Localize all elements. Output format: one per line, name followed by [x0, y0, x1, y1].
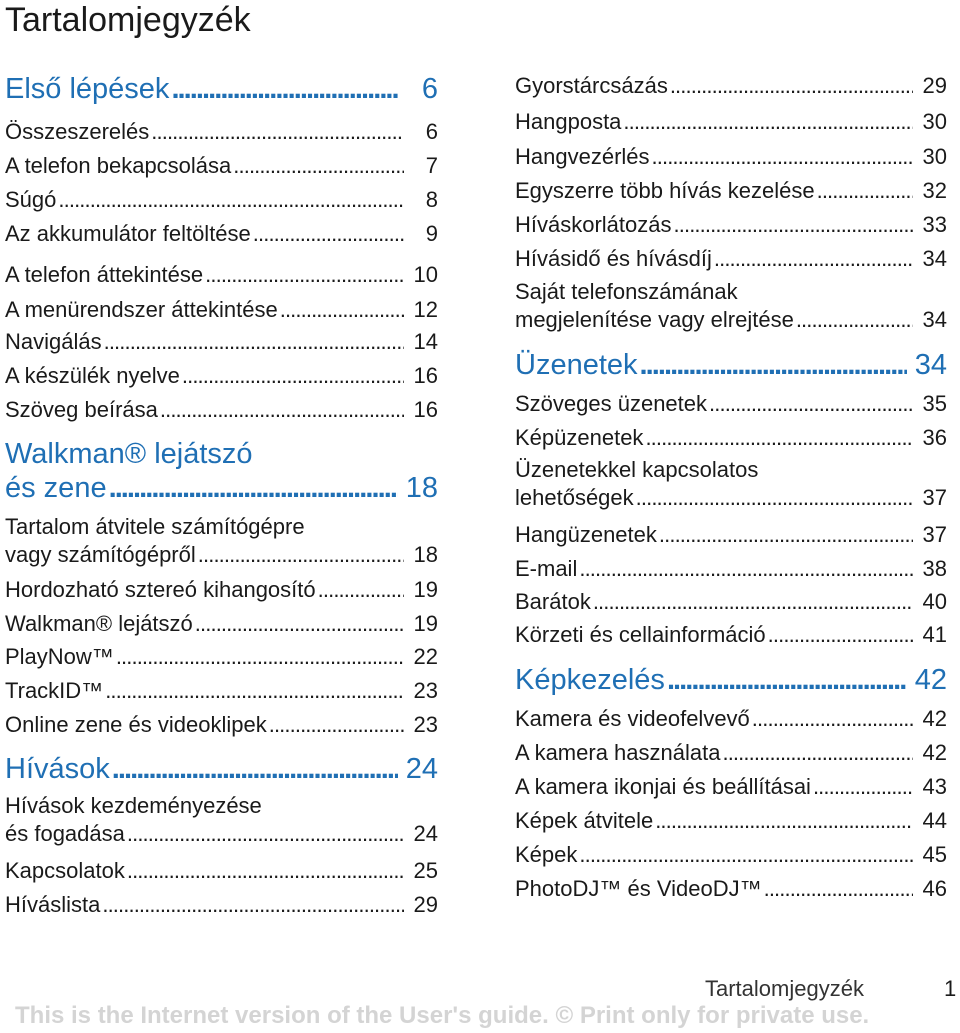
toc-entry[interactable] — [515, 773, 947, 801]
toc-entry[interactable] — [515, 875, 947, 903]
dot-leader — [817, 177, 913, 205]
toc-entry-page-number: 18 — [413, 542, 438, 567]
toc-entry[interactable] — [515, 739, 947, 767]
toc-entry[interactable] — [5, 328, 438, 356]
toc-entry-page-number: 42 — [922, 740, 947, 765]
dot-leader — [195, 610, 404, 638]
dot-leader — [253, 220, 404, 248]
toc-entry[interactable] — [515, 211, 947, 239]
toc-entry[interactable] — [515, 278, 947, 334]
toc-entry-page-number: 18 — [405, 472, 438, 504]
toc-entry-row — [5, 72, 438, 106]
toc-entry-row — [5, 857, 438, 885]
toc-entry-title: Hangüzenetek — [515, 522, 657, 547]
toc-entry[interactable] — [5, 152, 438, 180]
toc-entry-row — [515, 390, 947, 418]
dot-leader — [104, 328, 404, 356]
toc-entry-title: és fogadása — [5, 821, 125, 846]
toc-entry-page-number: 43 — [922, 774, 947, 799]
dot-leader — [151, 118, 404, 146]
dot-leader — [593, 588, 913, 616]
toc-entry-title: Kapcsolatok — [5, 858, 125, 883]
toc-entry-row — [5, 576, 438, 604]
toc-entry-row — [5, 752, 438, 786]
toc-entry-row — [5, 891, 438, 919]
toc-entry[interactable] — [5, 891, 438, 919]
toc-entry-page-number: 30 — [922, 144, 947, 169]
toc-entry[interactable] — [5, 610, 438, 638]
toc-entry[interactable] — [515, 705, 947, 733]
toc-entry-row — [515, 773, 947, 801]
toc-entry-page-number: 19 — [413, 577, 438, 602]
toc-entry-title: Egyszerre több hívás kezelése — [515, 178, 815, 203]
toc-entry-title: Hívások — [5, 753, 110, 785]
toc-entry-row — [515, 621, 947, 649]
toc-entry-page-number: 34 — [922, 307, 947, 332]
toc-entry-row — [5, 186, 438, 214]
toc-entry-title: Online zene és videoklipek — [5, 712, 267, 737]
dot-leader — [182, 362, 404, 390]
toc-entry-title: A kamera használata — [515, 740, 721, 765]
toc-entry-page-number: 29 — [922, 73, 947, 98]
toc-entry[interactable] — [515, 588, 947, 616]
toc-entry-page-number: 12 — [413, 297, 438, 322]
toc-entry-row — [515, 211, 947, 239]
toc-entry-row — [515, 663, 947, 697]
dot-leader — [579, 841, 913, 869]
toc-entry-page-number: 38 — [922, 556, 947, 581]
toc-entry[interactable] — [515, 108, 947, 136]
toc-entry-row — [5, 471, 438, 505]
toc-entry-title: Barátok — [515, 589, 591, 614]
toc-entry-page-number: 16 — [413, 363, 438, 388]
dot-leader — [796, 306, 913, 334]
toc-entry-title: PhotoDJ™ és VideoDJ™ — [515, 876, 762, 901]
dot-leader — [579, 555, 913, 583]
dot-leader — [645, 424, 913, 452]
toc-entry-title: Súgó — [5, 187, 57, 212]
toc-entry-row — [515, 841, 947, 869]
toc-entry-title-line: Üzenetekkel kapcsolatos — [515, 457, 759, 482]
toc-entry-page-number: 24 — [405, 753, 438, 785]
toc-entry[interactable] — [515, 456, 947, 512]
toc-entry-title: Híváslista — [5, 892, 101, 917]
toc-entry-row — [515, 245, 947, 273]
toc-entry-title: TrackID™ — [5, 678, 104, 703]
toc-entry[interactable] — [5, 643, 438, 671]
toc-entry-row — [5, 362, 438, 390]
toc-entry-title: PlayNow™ — [5, 644, 114, 669]
toc-entry-row — [5, 677, 438, 705]
toc-entry-row — [515, 555, 947, 583]
dot-leader — [709, 390, 913, 418]
toc-entry-title: Kamera és videofelvevő — [515, 706, 750, 731]
toc-entry-page-number: 34 — [914, 349, 947, 381]
toc-entry-page-number: 24 — [413, 821, 438, 846]
toc-entry-row — [5, 152, 438, 180]
dot-leader — [667, 663, 907, 697]
toc-entry[interactable] — [515, 143, 947, 171]
toc-entry-title: Összeszerelés — [5, 119, 150, 144]
toc-entry-title: Képüzenetek — [515, 425, 644, 450]
dot-leader — [127, 857, 404, 885]
watermark-text: This is the Internet version of the User's guide. © Print only for private use. — [15, 1002, 870, 1029]
toc-section-heading[interactable] — [515, 663, 947, 697]
toc-entry[interactable] — [5, 296, 438, 324]
toc-entry[interactable] — [5, 118, 438, 146]
toc-entry[interactable] — [515, 245, 947, 273]
toc-entry-row — [5, 541, 438, 569]
toc-entry-page-number: 7 — [425, 153, 438, 178]
toc-entry-row — [515, 143, 947, 171]
toc-entry-page-number: 42 — [914, 664, 947, 696]
toc-entry-title: Szöveg beírása — [5, 397, 158, 422]
toc-entry-page-number: 29 — [413, 892, 438, 917]
toc-entry-row — [515, 705, 947, 733]
toc-entry-page-number: 23 — [413, 712, 438, 737]
toc-entry[interactable] — [515, 424, 947, 452]
toc-entry-row — [515, 108, 947, 136]
toc-entry-title: Képkezelés — [515, 664, 665, 696]
dot-leader — [768, 621, 913, 649]
toc-section-heading[interactable] — [5, 752, 438, 786]
dot-leader — [116, 643, 404, 671]
toc-entry-row — [515, 739, 947, 767]
toc-section-heading[interactable] — [5, 72, 438, 106]
dot-leader — [102, 891, 404, 919]
toc-entry[interactable] — [515, 555, 947, 583]
toc-entry-page-number: 19 — [413, 611, 438, 636]
toc-section-heading[interactable] — [515, 348, 947, 382]
footer-page-number: 1 — [944, 976, 957, 1001]
dot-leader — [112, 752, 398, 786]
toc-entry-title: Üzenetek — [515, 349, 638, 381]
toc-entry[interactable] — [5, 677, 438, 705]
toc-entry-row — [515, 424, 947, 452]
toc-entry-title: A telefon áttekintése — [5, 262, 204, 287]
dot-leader — [280, 296, 404, 324]
toc-entry-title: A menürendszer áttekintése — [5, 297, 278, 322]
toc-entry-title: lehetőségek — [515, 485, 634, 510]
toc-entry-title: A kamera ikonjai és beállításai — [515, 774, 811, 799]
dot-leader — [813, 773, 913, 801]
toc-entry-page-number: 6 — [425, 119, 438, 144]
toc-entry-page-number: 8 — [425, 187, 438, 212]
toc-entry-title: A készülék nyelve — [5, 363, 180, 388]
dot-leader — [171, 72, 398, 106]
toc-entry-row — [515, 521, 947, 549]
toc-entry-page-number: 41 — [922, 622, 947, 647]
toc-entry-title-line: Saját telefonszámának — [515, 279, 738, 304]
toc-entry-page-number: 22 — [413, 644, 438, 669]
page-title: Tartalomjegyzék — [5, 1, 251, 39]
dot-leader — [233, 152, 404, 180]
dot-leader — [640, 348, 907, 382]
toc-entry-page-number: 16 — [413, 397, 438, 422]
toc-entry-page-number: 14 — [413, 329, 438, 354]
toc-entry-title-line: Hívások kezdeményezése — [5, 793, 262, 818]
toc-entry-row — [5, 220, 438, 248]
toc-entry-row — [515, 807, 947, 835]
toc-entry-title: Képek — [515, 842, 578, 867]
toc-entry-page-number: 44 — [922, 808, 947, 833]
toc-entry-title: Híváskorlátozás — [515, 212, 672, 237]
toc-entry-page-number: 25 — [413, 858, 438, 883]
toc-entry[interactable] — [515, 807, 947, 835]
toc-entry-row — [5, 296, 438, 324]
toc-entry-page-number: 37 — [922, 522, 947, 547]
toc-entry-page-number: 33 — [922, 212, 947, 237]
footer-section-label: Tartalomjegyzék — [705, 976, 864, 1001]
toc-entry-page-number: 6 — [421, 73, 438, 105]
toc-entry-page-number: 30 — [922, 109, 947, 134]
toc-entry-page-number: 34 — [922, 246, 947, 271]
toc-entry-row — [515, 588, 947, 616]
toc-entry-title: és zene — [5, 472, 107, 504]
dot-leader — [623, 108, 913, 136]
toc-entry-row — [5, 396, 438, 424]
toc-entry-title-line: Walkman® lejátszó — [5, 438, 253, 470]
toc-entry[interactable] — [515, 521, 947, 549]
toc-entry-page-number: 46 — [922, 876, 947, 901]
dot-leader — [105, 677, 404, 705]
dot-leader — [160, 396, 404, 424]
dot-leader — [659, 521, 913, 549]
toc-entry-row — [515, 177, 947, 205]
toc-entry-page-number: 36 — [922, 425, 947, 450]
dot-leader — [670, 72, 913, 100]
toc-entry[interactable] — [5, 186, 438, 214]
toc-entry-title: vagy számítógépről — [5, 542, 196, 567]
toc-entry-page-number: 37 — [922, 485, 947, 510]
dot-leader — [205, 261, 404, 289]
toc-entry-title: Walkman® lejátszó — [5, 611, 193, 636]
toc-entry[interactable] — [515, 390, 947, 418]
toc-entry-page-number: 42 — [922, 706, 947, 731]
toc-entry-page-number: 10 — [413, 262, 438, 287]
toc-entry-row — [5, 711, 438, 739]
toc-entry-row — [5, 328, 438, 356]
toc-entry-row — [515, 72, 947, 100]
dot-leader — [58, 186, 404, 214]
toc-entry-title: Navigálás — [5, 329, 102, 354]
toc-section-heading[interactable] — [5, 437, 438, 505]
toc-entry-row — [5, 820, 438, 848]
toc-entry-page-number: 40 — [922, 589, 947, 614]
dot-leader — [318, 576, 404, 604]
toc-entry[interactable] — [515, 841, 947, 869]
toc-entry-page-number: 32 — [922, 178, 947, 203]
toc-entry-page-number: 23 — [413, 678, 438, 703]
toc-entry[interactable] — [5, 576, 438, 604]
toc-entry[interactable] — [5, 261, 438, 289]
dot-leader — [752, 705, 913, 733]
dot-leader — [127, 820, 404, 848]
toc-entry-page-number: 45 — [922, 842, 947, 867]
dot-leader — [636, 484, 913, 512]
toc-entry[interactable] — [515, 72, 947, 100]
toc-entry-row — [515, 484, 947, 512]
toc-entry[interactable] — [5, 362, 438, 390]
toc-entry-title: Az akkumulátor feltöltése — [5, 221, 251, 246]
toc-entry-title: A telefon bekapcsolása — [5, 153, 232, 178]
toc-entry[interactable] — [515, 621, 947, 649]
toc-entry-row — [5, 261, 438, 289]
toc-entry-title: Első lépések — [5, 73, 170, 105]
toc-entry[interactable] — [5, 711, 438, 739]
toc-entry-title: Hordozható sztereó kihangosító — [5, 577, 316, 602]
toc-entry[interactable] — [5, 220, 438, 248]
dot-leader — [764, 875, 913, 903]
toc-entry-title-line: Tartalom átvitele számítógépre — [5, 514, 305, 539]
dot-leader — [714, 245, 913, 273]
toc-entry-title: Képek átvitele — [515, 808, 654, 833]
toc-entry-title: Hangvezérlés — [515, 144, 650, 169]
dot-leader — [655, 807, 913, 835]
toc-entry-title: Gyorstárcsázás — [515, 73, 668, 98]
toc-entry-row — [5, 118, 438, 146]
toc-entry[interactable] — [5, 857, 438, 885]
dot-leader — [722, 739, 913, 767]
dot-leader — [652, 143, 913, 171]
toc-entry-row — [5, 643, 438, 671]
dot-leader — [269, 711, 404, 739]
toc-entry-title: Hívásidő és hívásdíj — [515, 246, 712, 271]
toc-entry-title: Szöveges üzenetek — [515, 391, 708, 416]
toc-entry-title: E-mail — [515, 556, 578, 581]
toc-entry-row — [5, 610, 438, 638]
toc-entry-title: Körzeti és cellainformáció — [515, 622, 766, 647]
toc-entry-title: Hangposta — [515, 109, 622, 134]
toc-entry-row — [515, 875, 947, 903]
toc-entry-page-number: 9 — [425, 221, 438, 246]
dot-leader — [674, 211, 913, 239]
toc-entry-page-number: 35 — [922, 391, 947, 416]
toc-entry[interactable] — [5, 792, 438, 848]
toc-entry[interactable] — [5, 513, 438, 569]
dot-leader — [109, 471, 398, 505]
toc-entry[interactable] — [5, 396, 438, 424]
dot-leader — [198, 541, 404, 569]
toc-entry-row — [515, 306, 947, 334]
toc-entry[interactable] — [515, 177, 947, 205]
toc-entry-row — [515, 348, 947, 382]
toc-entry-title: megjelenítése vagy elrejtése — [515, 307, 794, 332]
